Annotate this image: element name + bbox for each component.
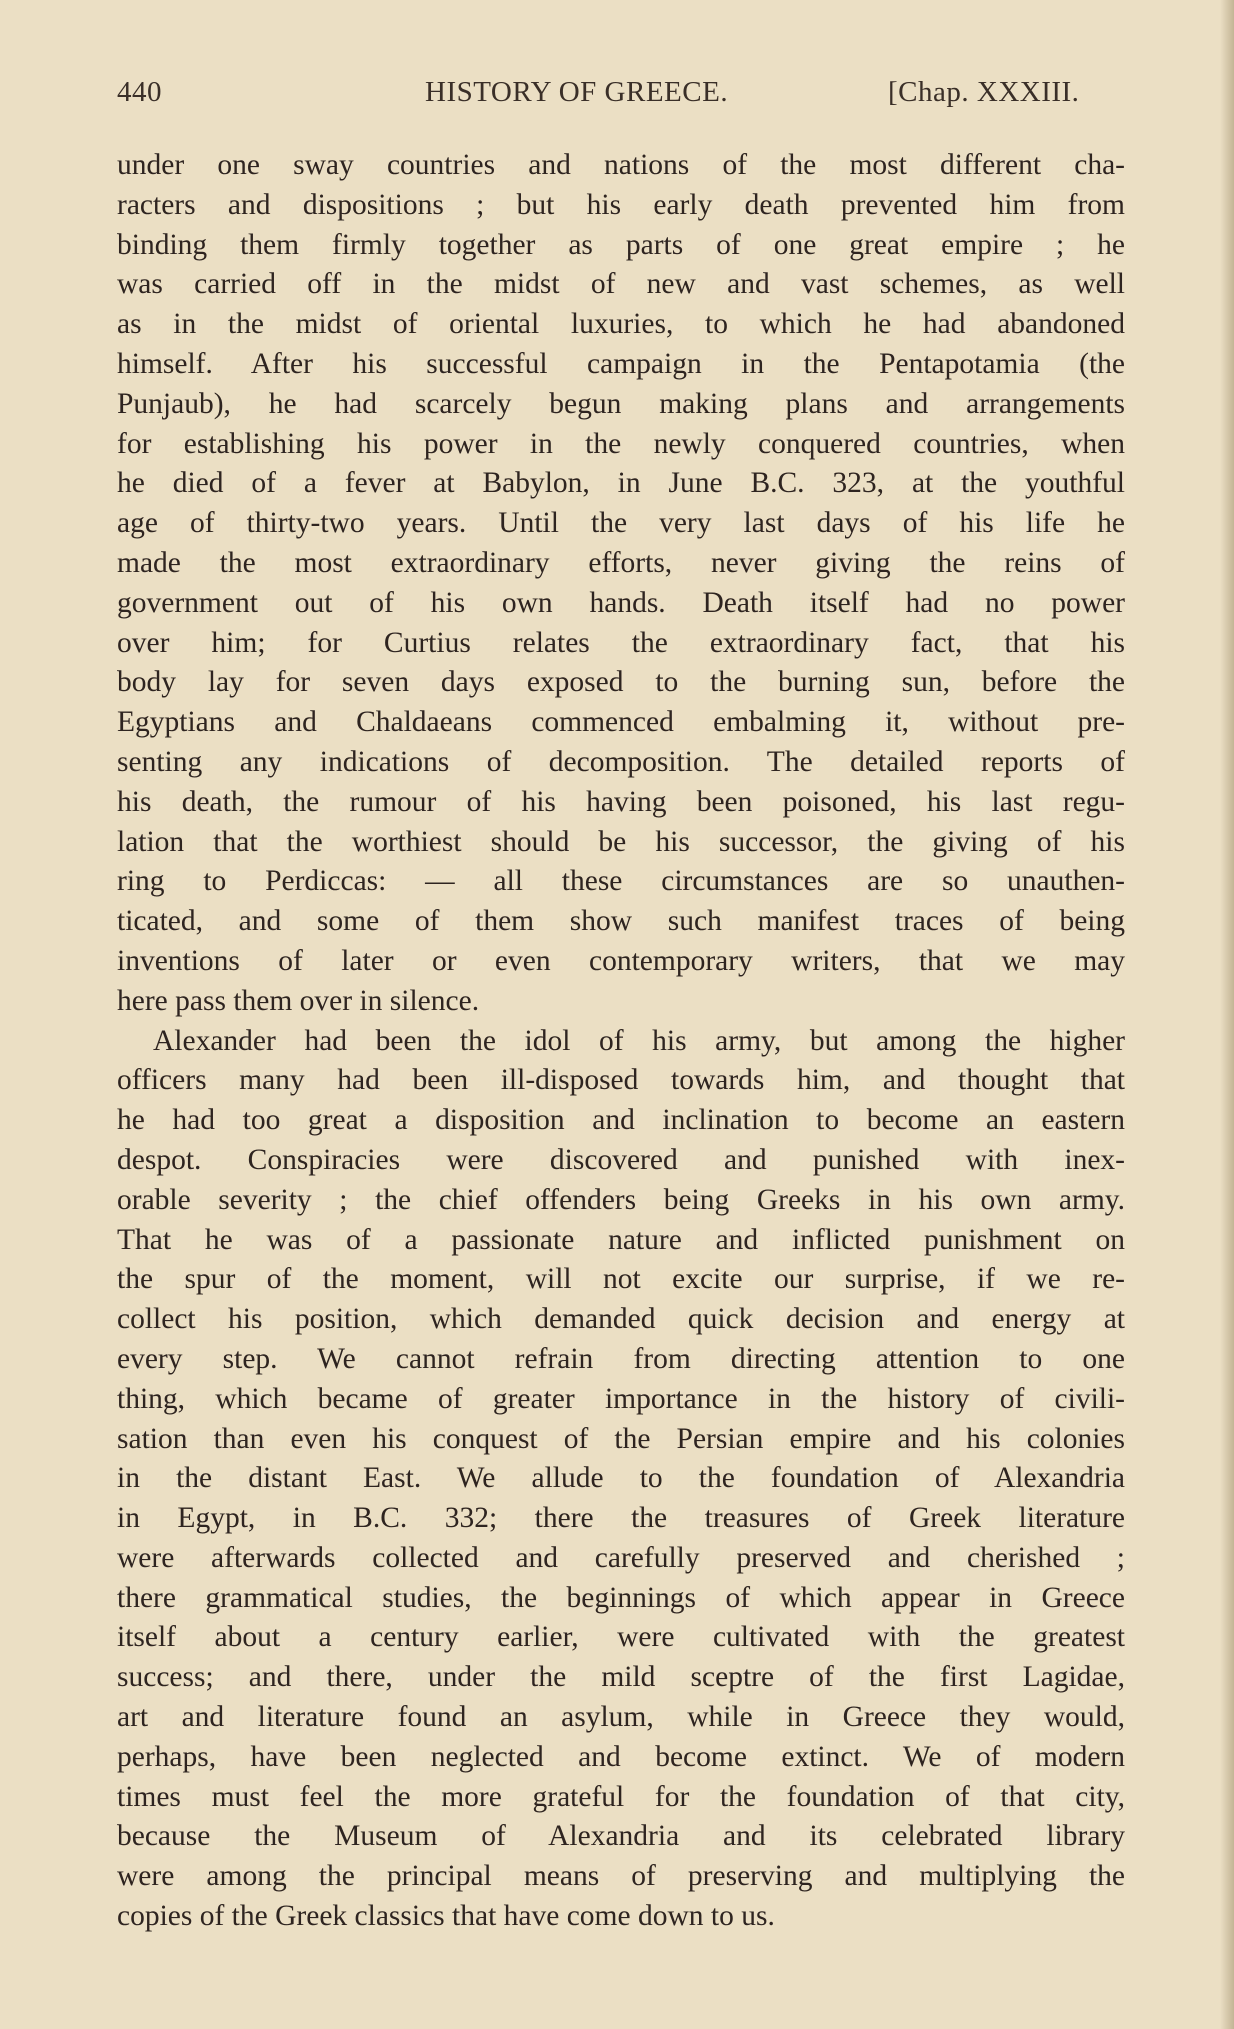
text-line: government out of his own hands. Death itself had no power [117,586,1125,619]
page-edge-shadow [1220,0,1234,2029]
text-line: Punjaub), he had scarcely begun making plans and arrangements [117,387,1125,420]
text-line: here pass them over in silence. [117,984,480,1017]
text-line: ring to Perdiccas: — all these circumstances are so unauthen- [117,865,1125,898]
text-line: senting any indications of decomposition. The detailed reports of [117,745,1125,778]
text-line: his death, the rumour of his having been poisoned, his last regu- [117,785,1125,818]
text-line: made the most extraordinary efforts, never giving the reins of [117,546,1125,579]
text-line: himself. After his successful campaign in the Pentapotamia (the [117,347,1125,380]
text-line: were afterwards collected and carefully preserved and cherished ; [117,1541,1125,1574]
text-line: in the distant East. We allude to the foundation of Alexandria [117,1462,1125,1495]
text-line: as in the midst of oriental luxuries, to which he had abandoned [117,308,1125,341]
text-line: binding them firmly together as parts of one great empire ; he [117,228,1125,261]
text-line: he had too great a disposition and inclination to become an eastern [117,1104,1125,1137]
text-line: success; and there, under the mild sceptre of the first Lagidae, [117,1661,1125,1694]
text-line: orable severity ; the chief offenders being Greeks in his own army. [117,1183,1125,1216]
text-line: were among the principal means of preserving and multiplying the [117,1860,1125,1893]
text-line: art and literature found an asylum, while in Greece they would, [117,1701,1125,1734]
paragraph-2 [117,1022,1125,1937]
text-line: Egyptians and Chaldaeans commenced embalming it, without pre- [117,706,1125,739]
text-line: collect his position, which demanded quick decision and energy at [117,1303,1125,1336]
text-line: under one sway countries and nations of the most different cha- [117,149,1125,181]
text-line: perhaps, have been neglected and become extinct. We of modern [117,1740,1125,1773]
paragraph-1 [117,146,1125,1022]
text-line: over him; for Curtius relates the extraordinary fact, that his [117,626,1125,659]
chapter-reference: [Chap. XXXIII. [888,76,1080,108]
text-line: there grammatical studies, the beginnings of which appear in Greece [117,1581,1125,1614]
text-line: times must feel the more grateful for the foundation of that city, [117,1780,1125,1813]
text-line: body lay for seven days exposed to the burning sun, before the [117,666,1125,699]
text-line: he died of a fever at Babylon, in June B.C. 323, at the youthful [117,467,1125,500]
running-title: HISTORY OF GREECE. [425,76,729,108]
text-line: was carried off in the midst of new and vast schemes, as well [117,268,1125,301]
text-line: lation that the worthiest should be his successor, the giving of his [117,825,1125,858]
text-line: age of thirty-two years. Until the very last days of his life he [117,507,1125,540]
text-line: inventions of later or even contemporary writers, that we may [117,944,1125,977]
text-line: itself about a century earlier, were cultivated with the greatest [117,1621,1125,1654]
body-text [117,146,1125,1937]
text-line: despot. Conspiracies were discovered and punished with inex- [117,1143,1125,1176]
text-line: copies of the Greek classics that have come down to us. [117,1900,775,1933]
text-line: because the Museum of Alexandria and its celebrated library [117,1820,1125,1853]
text-line: ticated, and some of them show such manifest traces of being [117,905,1125,938]
text-line: racters and dispositions ; but his early death prevented him from [117,188,1125,221]
text-line: Alexander had been the idol of his army, but among the higher [153,1024,1125,1057]
text-line: in Egypt, in B.C. 332; there the treasures of Greek literature [117,1502,1125,1535]
running-header [117,76,1137,116]
text-line: officers many had been ill-disposed towards him, and thought that [117,1064,1125,1097]
text-line: for establishing his power in the newly conquered countries, when [117,427,1125,460]
text-line: sation than even his conquest of the Persian empire and his colonies [117,1422,1125,1455]
text-line: That he was of a passionate nature and inflicted punishment on [117,1223,1125,1256]
text-line: thing, which became of greater importance in the history of civili- [117,1382,1125,1415]
text-line: the spur of the moment, will not excite our surprise, if we re- [117,1263,1125,1296]
page-number: 440 [117,76,162,108]
text-line: every step. We cannot refrain from directing attention to one [117,1342,1125,1375]
